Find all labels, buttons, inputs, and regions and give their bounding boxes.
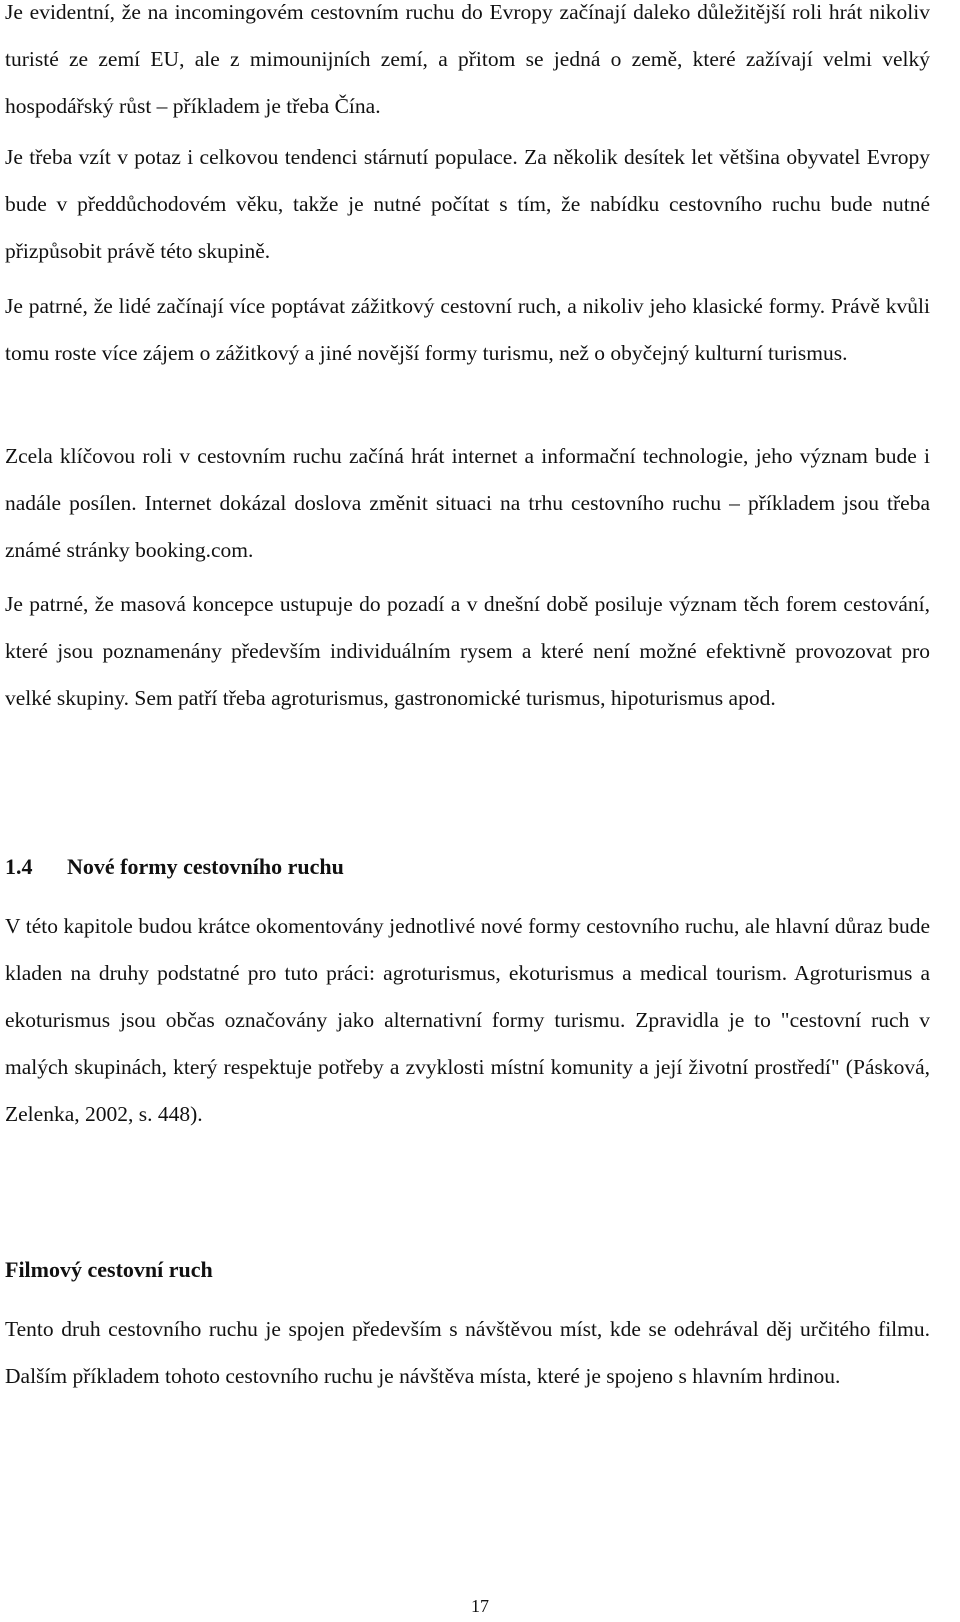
paragraph-experiential-tourism: Je patrné, že lidé začínají více poptávat zážitkový cestovní ruch, a nikoliv jeho klasické formy. Právě kvůli tomu roste více zájem o zážitkový a jiné novější formy turismu, než o obyčejný kulturní turismus. [5, 294, 930, 365]
section-number: 1.4 [5, 854, 33, 879]
section-heading [5, 852, 930, 882]
paragraph-incoming-tourism: Je evidentní, že na incomingovém cestovním ruchu do Evropy začínají daleko důležitější roli hrát nikoliv turisté ze zemí EU, ale z mimounijních zemí, a přitom se jedná o země, které zažívají velmi velký hospodářský růst – příkladem je třeba Čína. [5, 0, 930, 118]
paragraph-aging-population: Je třeba vzít v potaz i celkovou tendenci stárnutí populace. Za několik desítek let většina obyvatel Evropy bude v předdůchodovém věku, takže je nutné počítat s tím, že nabídku cestovního ruchu bude nutné přizpůsobit právě této skupině. [5, 145, 930, 263]
paragraph-film-tourism: Tento druh cestovního ruchu je spojen především s návštěvou míst, kde se odehrával děj určitého filmu. Dalším příkladem tohoto cestovního ruchu je návštěva místa, které je spojeno s hlavním hrdinou. [5, 1317, 930, 1388]
paragraph-mass-tourism: Je patrné, že masová koncepce ustupuje do pozadí a v dnešní době posiluje význam těch forem cestování, které jsou poznamenány především individuálním rysem a které není možné efektivně provozovat pro velké skupiny. Sem patří třeba agroturismus, gastronomické turismus, hipoturismus apod. [5, 592, 930, 710]
subsection-heading: Filmový cestovní ruch [5, 1257, 213, 1282]
paragraph-new-forms: V této kapitole budou krátce okomentovány jednotlivé nové formy cestovního ruchu, ale hlavní důraz bude kladen na druhy podstatné pro tuto práci: agroturismus, ekoturismus a medical tourism. Agroturismus a ekoturismus jsou občas označovány jako alternativní formy turismu. Zpravidla je to "cestovní ruch v malých skupinách, který respektuje potřeby a zvyklosti místní komunity a její životní prostředí" (Pásková, Zelenka, 2002, s. 448). [5, 914, 930, 1126]
section-title: Nové formy cestovního ruchu [67, 854, 344, 879]
paragraph-internet-role: Zcela klíčovou roli v cestovním ruchu začíná hrát internet a informační technologie, jeho význam bude i nadále posílen. Internet dokázal doslova změnit situaci na trhu cestovního ruchu – příkladem jsou třeba známé stránky booking.com. [5, 444, 930, 562]
page-number: 17 [471, 1596, 489, 1616]
